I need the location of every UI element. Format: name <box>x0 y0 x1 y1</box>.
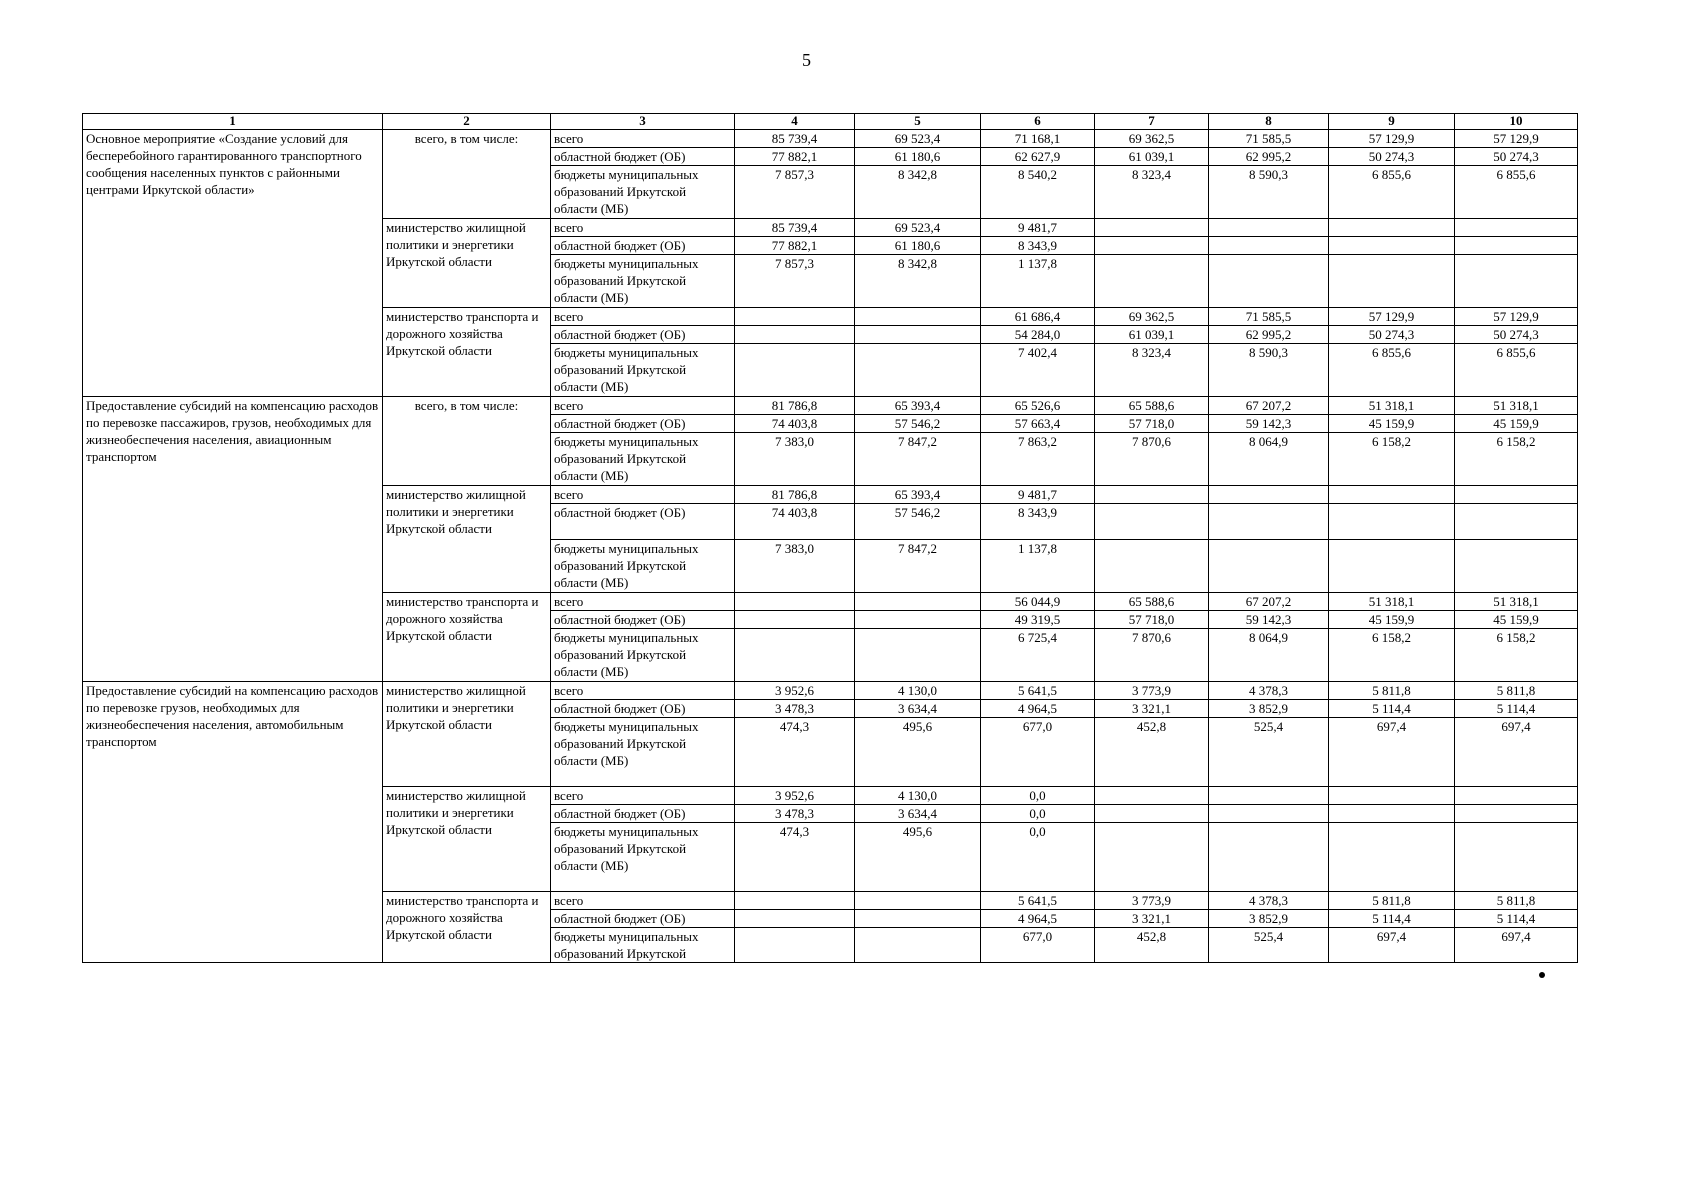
value-cell: 697,4 <box>1455 718 1578 787</box>
funding-source-cell: всего <box>551 397 735 415</box>
value-cell: 677,0 <box>981 928 1095 963</box>
value-cell <box>735 892 855 910</box>
value-cell: 6 855,6 <box>1455 166 1578 219</box>
funding-source-cell: бюджеты муниципальных образований Иркутской области (МБ) <box>551 718 735 787</box>
funding-source-cell: областной бюджет (ОБ) <box>551 700 735 718</box>
value-cell: 8 342,8 <box>855 166 981 219</box>
value-cell: 6 158,2 <box>1329 433 1455 486</box>
funding-source-cell: бюджеты муниципальных образований Иркутской <box>551 928 735 963</box>
funding-source-cell: всего <box>551 892 735 910</box>
responsible-cell: министерство транспорта и дорожного хозяйства Иркутской области <box>383 308 551 397</box>
table-row <box>83 682 1578 700</box>
value-cell <box>1329 219 1455 237</box>
value-cell: 7 847,2 <box>855 433 981 486</box>
value-cell: 51 318,1 <box>1455 397 1578 415</box>
value-cell <box>1095 504 1209 540</box>
value-cell: 65 588,6 <box>1095 593 1209 611</box>
value-cell: 57 718,0 <box>1095 415 1209 433</box>
value-cell: 3 321,1 <box>1095 910 1209 928</box>
value-cell <box>1095 486 1209 504</box>
value-cell: 69 362,5 <box>1095 308 1209 326</box>
value-cell: 9 481,7 <box>981 486 1095 504</box>
value-cell: 77 882,1 <box>735 237 855 255</box>
responsible-cell: всего, в том числе: <box>383 397 551 486</box>
value-cell <box>735 629 855 682</box>
value-cell: 65 393,4 <box>855 486 981 504</box>
value-cell: 4 130,0 <box>855 787 981 805</box>
value-cell <box>1329 823 1455 892</box>
value-cell <box>1455 787 1578 805</box>
value-cell <box>1329 486 1455 504</box>
value-cell <box>855 611 981 629</box>
budget-table <box>82 113 1578 963</box>
value-cell: 7 870,6 <box>1095 433 1209 486</box>
value-cell: 49 319,5 <box>981 611 1095 629</box>
responsible-cell: министерство жилищной политики и энергетики Иркутской области <box>383 682 551 787</box>
value-cell: 697,4 <box>1329 718 1455 787</box>
value-cell <box>855 928 981 963</box>
responsible-cell: министерство жилищной политики и энергетики Иркутской области <box>383 787 551 892</box>
value-cell <box>1329 805 1455 823</box>
value-cell <box>735 910 855 928</box>
funding-source-cell: бюджеты муниципальных образований Иркутской области (МБ) <box>551 433 735 486</box>
value-cell: 56 044,9 <box>981 593 1095 611</box>
value-cell: 61 039,1 <box>1095 326 1209 344</box>
value-cell: 3 852,9 <box>1209 700 1329 718</box>
value-cell: 697,4 <box>1455 928 1578 963</box>
funding-source-cell: всего <box>551 486 735 504</box>
value-cell <box>855 593 981 611</box>
value-cell <box>855 629 981 682</box>
value-cell <box>1455 219 1578 237</box>
column-header: 9 <box>1329 114 1455 130</box>
value-cell <box>1455 805 1578 823</box>
funding-source-cell: областной бюджет (ОБ) <box>551 237 735 255</box>
funding-source-cell: всего <box>551 219 735 237</box>
value-cell: 5 114,4 <box>1329 700 1455 718</box>
value-cell <box>735 308 855 326</box>
value-cell: 8 323,4 <box>1095 344 1209 397</box>
value-cell <box>1209 504 1329 540</box>
value-cell: 50 274,3 <box>1329 148 1455 166</box>
value-cell <box>1455 486 1578 504</box>
funding-source-cell: бюджеты муниципальных образований Иркутской области (МБ) <box>551 823 735 892</box>
column-header: 10 <box>1455 114 1578 130</box>
value-cell: 7 870,6 <box>1095 629 1209 682</box>
funding-source-cell: бюджеты муниципальных образований Иркутской области (МБ) <box>551 255 735 308</box>
value-cell: 45 159,9 <box>1455 611 1578 629</box>
value-cell: 54 284,0 <box>981 326 1095 344</box>
responsible-cell: всего, в том числе: <box>383 130 551 219</box>
value-cell: 452,8 <box>1095 928 1209 963</box>
value-cell: 61 686,4 <box>981 308 1095 326</box>
value-cell: 8 540,2 <box>981 166 1095 219</box>
value-cell: 67 207,2 <box>1209 593 1329 611</box>
value-cell: 65 393,4 <box>855 397 981 415</box>
column-header: 4 <box>735 114 855 130</box>
funding-source-cell: всего <box>551 682 735 700</box>
value-cell: 7 857,3 <box>735 166 855 219</box>
value-cell: 525,4 <box>1209 718 1329 787</box>
value-cell: 57 129,9 <box>1329 308 1455 326</box>
value-cell: 8 590,3 <box>1209 166 1329 219</box>
value-cell: 6 158,2 <box>1455 433 1578 486</box>
value-cell: 5 114,4 <box>1455 700 1578 718</box>
value-cell: 85 739,4 <box>735 130 855 148</box>
value-cell: 69 362,5 <box>1095 130 1209 148</box>
column-header: 8 <box>1209 114 1329 130</box>
value-cell: 62 995,2 <box>1209 148 1329 166</box>
column-header: 6 <box>981 114 1095 130</box>
value-cell: 0,0 <box>981 823 1095 892</box>
column-header: 3 <box>551 114 735 130</box>
value-cell: 6 158,2 <box>1455 629 1578 682</box>
value-cell: 7 383,0 <box>735 540 855 593</box>
value-cell: 3 321,1 <box>1095 700 1209 718</box>
column-number-row <box>83 114 1578 130</box>
value-cell <box>1095 219 1209 237</box>
value-cell: 8 064,9 <box>1209 433 1329 486</box>
value-cell <box>855 910 981 928</box>
value-cell: 697,4 <box>1329 928 1455 963</box>
value-cell: 7 863,2 <box>981 433 1095 486</box>
funding-source-cell: областной бюджет (ОБ) <box>551 326 735 344</box>
value-cell: 4 378,3 <box>1209 892 1329 910</box>
value-cell: 59 142,3 <box>1209 611 1329 629</box>
value-cell: 81 786,8 <box>735 397 855 415</box>
value-cell: 5 641,5 <box>981 892 1095 910</box>
value-cell <box>855 344 981 397</box>
value-cell <box>1455 255 1578 308</box>
value-cell <box>855 308 981 326</box>
value-cell: 474,3 <box>735 718 855 787</box>
value-cell: 57 129,9 <box>1455 308 1578 326</box>
value-cell: 8 064,9 <box>1209 629 1329 682</box>
value-cell: 5 114,4 <box>1455 910 1578 928</box>
value-cell: 7 847,2 <box>855 540 981 593</box>
value-cell: 4 130,0 <box>855 682 981 700</box>
value-cell: 4 378,3 <box>1209 682 1329 700</box>
value-cell: 0,0 <box>981 787 1095 805</box>
value-cell: 5 811,8 <box>1455 682 1578 700</box>
value-cell: 77 882,1 <box>735 148 855 166</box>
value-cell: 525,4 <box>1209 928 1329 963</box>
value-cell <box>855 892 981 910</box>
value-cell: 62 627,9 <box>981 148 1095 166</box>
funding-source-cell: областной бюджет (ОБ) <box>551 504 735 540</box>
value-cell: 6 158,2 <box>1329 629 1455 682</box>
value-cell: 0,0 <box>981 805 1095 823</box>
funding-source-cell: бюджеты муниципальных образований Иркутской области (МБ) <box>551 540 735 593</box>
value-cell: 61 180,6 <box>855 237 981 255</box>
column-header: 7 <box>1095 114 1209 130</box>
value-cell: 74 403,8 <box>735 504 855 540</box>
value-cell <box>1209 823 1329 892</box>
page-number: 5 <box>802 50 811 70</box>
value-cell <box>1329 787 1455 805</box>
value-cell: 69 523,4 <box>855 219 981 237</box>
value-cell: 45 159,9 <box>1329 611 1455 629</box>
responsible-cell: министерство жилищной политики и энергетики Иркутской области <box>383 486 551 593</box>
value-cell: 50 274,3 <box>1455 326 1578 344</box>
column-header: 5 <box>855 114 981 130</box>
value-cell: 65 588,6 <box>1095 397 1209 415</box>
value-cell <box>1209 540 1329 593</box>
value-cell <box>735 593 855 611</box>
value-cell: 85 739,4 <box>735 219 855 237</box>
funding-source-cell: всего <box>551 787 735 805</box>
funding-source-cell: бюджеты муниципальных образований Иркутской области (МБ) <box>551 344 735 397</box>
column-header: 1 <box>83 114 383 130</box>
value-cell: 51 318,1 <box>1329 593 1455 611</box>
value-cell: 61 180,6 <box>855 148 981 166</box>
value-cell <box>1095 787 1209 805</box>
value-cell: 5 114,4 <box>1329 910 1455 928</box>
value-cell <box>1329 504 1455 540</box>
funding-source-cell: областной бюджет (ОБ) <box>551 415 735 433</box>
value-cell: 677,0 <box>981 718 1095 787</box>
value-cell: 3 478,3 <box>735 700 855 718</box>
value-cell: 1 137,8 <box>981 255 1095 308</box>
value-cell <box>1095 805 1209 823</box>
value-cell: 51 318,1 <box>1329 397 1455 415</box>
value-cell <box>855 326 981 344</box>
value-cell: 50 274,3 <box>1329 326 1455 344</box>
value-cell: 6 725,4 <box>981 629 1095 682</box>
value-cell: 69 523,4 <box>855 130 981 148</box>
value-cell: 8 343,9 <box>981 504 1095 540</box>
value-cell <box>1455 823 1578 892</box>
value-cell: 8 343,9 <box>981 237 1095 255</box>
value-cell: 3 634,4 <box>855 805 981 823</box>
responsible-cell: министерство транспорта и дорожного хозяйства Иркутской области <box>383 892 551 963</box>
value-cell: 8 590,3 <box>1209 344 1329 397</box>
value-cell: 9 481,7 <box>981 219 1095 237</box>
value-cell: 57 546,2 <box>855 504 981 540</box>
funding-source-cell: всего <box>551 130 735 148</box>
value-cell: 5 641,5 <box>981 682 1095 700</box>
event-name-cell: Предоставление субсидий на компенсацию расходов по перевозке грузов, необходимых для жизнеобеспечения населения, автомобильным транспортом <box>83 682 383 963</box>
value-cell: 45 159,9 <box>1329 415 1455 433</box>
funding-source-cell: областной бюджет (ОБ) <box>551 148 735 166</box>
event-name-cell: Основное мероприятие «Создание условий для бесперебойного гарантированного транспортного сообщения населенных пунктов с районными центрами Иркутской области» <box>83 130 383 397</box>
value-cell <box>1329 540 1455 593</box>
value-cell <box>1095 540 1209 593</box>
value-cell <box>1455 237 1578 255</box>
value-cell: 8 323,4 <box>1095 166 1209 219</box>
value-cell: 57 663,4 <box>981 415 1095 433</box>
ink-dot <box>1539 972 1545 978</box>
funding-source-cell: областной бюджет (ОБ) <box>551 611 735 629</box>
value-cell: 71 168,1 <box>981 130 1095 148</box>
value-cell: 3 634,4 <box>855 700 981 718</box>
value-cell: 7 402,4 <box>981 344 1095 397</box>
value-cell <box>735 928 855 963</box>
value-cell: 474,3 <box>735 823 855 892</box>
value-cell <box>735 344 855 397</box>
value-cell: 495,6 <box>855 823 981 892</box>
value-cell: 5 811,8 <box>1455 892 1578 910</box>
value-cell <box>1209 805 1329 823</box>
value-cell <box>1209 787 1329 805</box>
value-cell: 61 039,1 <box>1095 148 1209 166</box>
value-cell: 4 964,5 <box>981 910 1095 928</box>
value-cell <box>735 326 855 344</box>
value-cell: 57 546,2 <box>855 415 981 433</box>
value-cell: 4 964,5 <box>981 700 1095 718</box>
value-cell: 57 718,0 <box>1095 611 1209 629</box>
value-cell <box>1329 237 1455 255</box>
funding-source-cell: всего <box>551 593 735 611</box>
value-cell <box>735 611 855 629</box>
value-cell: 3 478,3 <box>735 805 855 823</box>
value-cell: 5 811,8 <box>1329 892 1455 910</box>
value-cell: 59 142,3 <box>1209 415 1329 433</box>
value-cell: 6 855,6 <box>1329 166 1455 219</box>
funding-source-cell: областной бюджет (ОБ) <box>551 805 735 823</box>
column-header: 2 <box>383 114 551 130</box>
value-cell <box>1209 219 1329 237</box>
responsible-cell: министерство транспорта и дорожного хозяйства Иркутской области <box>383 593 551 682</box>
value-cell: 8 342,8 <box>855 255 981 308</box>
funding-source-cell: бюджеты муниципальных образований Иркутской области (МБ) <box>551 166 735 219</box>
funding-source-cell: областной бюджет (ОБ) <box>551 910 735 928</box>
value-cell: 62 995,2 <box>1209 326 1329 344</box>
funding-source-cell: бюджеты муниципальных образований Иркутской области (МБ) <box>551 629 735 682</box>
value-cell <box>1209 486 1329 504</box>
table-body <box>83 130 1578 963</box>
value-cell: 3 952,6 <box>735 682 855 700</box>
value-cell: 452,8 <box>1095 718 1209 787</box>
table-row <box>83 397 1578 415</box>
value-cell: 65 526,6 <box>981 397 1095 415</box>
event-name-cell: Предоставление субсидий на компенсацию расходов по перевозке пассажиров, грузов, необходимых для жизнеобеспечения населения, авиационным транспортом <box>83 397 383 682</box>
value-cell: 3 773,9 <box>1095 892 1209 910</box>
value-cell <box>1095 823 1209 892</box>
table-row <box>83 130 1578 148</box>
value-cell: 57 129,9 <box>1455 130 1578 148</box>
value-cell <box>1455 540 1578 593</box>
value-cell: 495,6 <box>855 718 981 787</box>
value-cell: 7 383,0 <box>735 433 855 486</box>
value-cell: 74 403,8 <box>735 415 855 433</box>
value-cell: 45 159,9 <box>1455 415 1578 433</box>
value-cell: 67 207,2 <box>1209 397 1329 415</box>
value-cell: 1 137,8 <box>981 540 1095 593</box>
value-cell: 71 585,5 <box>1209 308 1329 326</box>
value-cell <box>1095 255 1209 308</box>
value-cell <box>1455 504 1578 540</box>
value-cell: 57 129,9 <box>1329 130 1455 148</box>
value-cell: 71 585,5 <box>1209 130 1329 148</box>
value-cell: 3 852,9 <box>1209 910 1329 928</box>
value-cell <box>1209 255 1329 308</box>
value-cell: 7 857,3 <box>735 255 855 308</box>
value-cell: 5 811,8 <box>1329 682 1455 700</box>
value-cell: 3 773,9 <box>1095 682 1209 700</box>
value-cell: 81 786,8 <box>735 486 855 504</box>
funding-source-cell: всего <box>551 308 735 326</box>
value-cell <box>1329 255 1455 308</box>
value-cell: 50 274,3 <box>1455 148 1578 166</box>
value-cell <box>1095 237 1209 255</box>
responsible-cell: министерство жилищной политики и энергетики Иркутской области <box>383 219 551 308</box>
value-cell: 3 952,6 <box>735 787 855 805</box>
value-cell <box>1209 237 1329 255</box>
value-cell: 51 318,1 <box>1455 593 1578 611</box>
value-cell: 6 855,6 <box>1455 344 1578 397</box>
value-cell: 6 855,6 <box>1329 344 1455 397</box>
